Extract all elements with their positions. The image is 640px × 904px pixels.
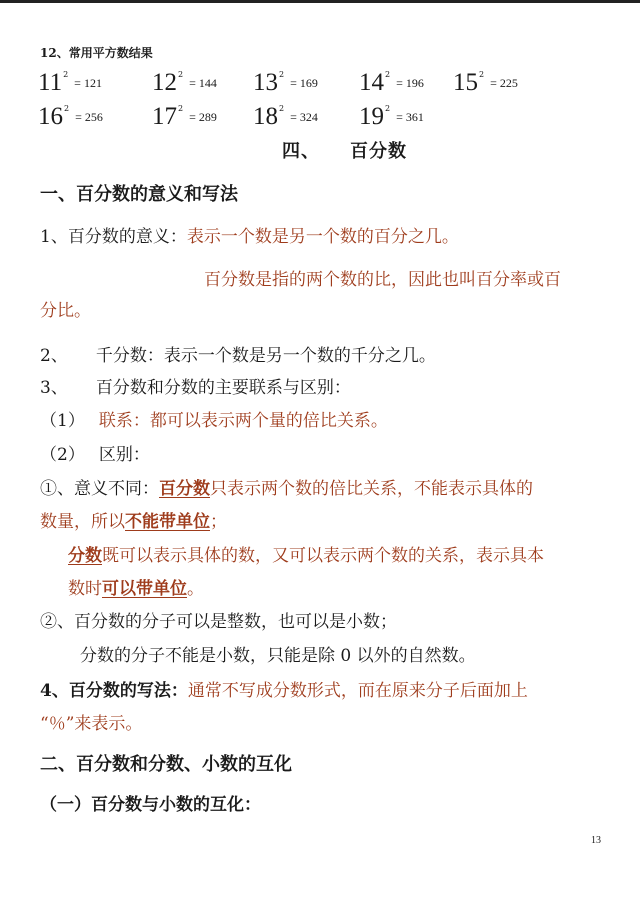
square-entry [152, 104, 217, 130]
paragraph-1 [40, 222, 459, 247]
d1-line2-suffix: ； [210, 512, 227, 532]
chapter-title: 百分数 [350, 141, 407, 162]
sub2-number: （2） [40, 445, 85, 465]
square-base: 11 [38, 69, 63, 96]
fraction-rest: 既可以表示具体的数，又可以表示两个数的关系，表示具本 [102, 546, 544, 566]
square-exponent: 2 [63, 70, 69, 79]
d1-line2-underlined: 不能带单位 [125, 512, 210, 532]
section2-heading: 二、百分数和分数、小数的互化 [40, 754, 292, 775]
paragraph-2 [40, 341, 436, 366]
p2-label: 2、 [40, 346, 68, 366]
fraction-line2-underlined: 可以带单位 [102, 579, 187, 599]
square-base: 14 [359, 69, 384, 96]
square-base: 16 [38, 103, 63, 130]
p1-continuation-line1: 百分数是指的两个数的比，因此也叫百分率或百 [204, 270, 561, 290]
difference-1-line2 [40, 507, 227, 532]
square-base: 12 [152, 69, 177, 96]
p2-text: 千分数：表示一个数是另一个数的千分之几。 [95, 346, 436, 366]
square-exponent: 2 [178, 70, 184, 79]
square-entry [359, 104, 424, 130]
difference-2-line1: ②、百分数的分子可以是整数，也可以是小数； [40, 612, 397, 632]
sub2-text: 区别： [98, 445, 150, 465]
square-exponent: 2 [64, 104, 70, 113]
fraction-underlined-term: 分数 [68, 546, 102, 566]
difference-1-line1 [40, 474, 533, 499]
p1-continuation-line2: 分比。 [40, 301, 91, 321]
square-entry [38, 104, 103, 130]
square-base: 13 [253, 69, 278, 96]
square-entry [453, 70, 518, 96]
p1-label: 1、百分数的意义： [40, 227, 187, 247]
square-entry [253, 104, 318, 130]
squares-title: 12、常用平方数结果 [40, 46, 153, 60]
fraction-line1 [68, 541, 544, 566]
sub-point-1 [40, 406, 388, 431]
square-result: = 121 [74, 76, 102, 90]
p1-definition: 表示一个数是另一个数的百分之几。 [186, 227, 459, 247]
square-exponent: 2 [385, 70, 391, 79]
square-entry [152, 70, 217, 96]
section2-subheading: （一）百分数与小数的互化： [40, 795, 261, 815]
section1-heading: 一、百分数的意义和写法 [40, 184, 238, 205]
square-result: = 361 [396, 110, 424, 124]
p3-text: 百分数和分数的主要联系与区别： [95, 378, 351, 398]
square-entry [359, 70, 424, 96]
square-result: = 144 [189, 76, 217, 90]
square-exponent: 2 [279, 70, 285, 79]
square-result: = 196 [396, 76, 424, 90]
square-exponent: 2 [479, 70, 485, 79]
chapter-number: 四、 [282, 141, 320, 162]
sub-point-2 [40, 440, 150, 465]
square-exponent: 2 [385, 104, 391, 113]
d1-underlined-term: 百分数 [159, 479, 210, 499]
chapter-heading [282, 137, 407, 163]
square-result: = 256 [75, 110, 103, 124]
square-result: = 225 [490, 76, 518, 90]
square-result: = 289 [189, 110, 217, 124]
square-base: 17 [152, 103, 177, 130]
sub1-text: 联系：都可以表示两个量的倍比关系。 [98, 411, 388, 431]
paragraph-3 [40, 373, 351, 398]
square-entry [253, 70, 318, 96]
square-result: = 324 [290, 110, 318, 124]
d1-label: ①、意义不同： [40, 479, 159, 499]
p4-line2: “％”来表示。 [40, 714, 143, 734]
top-border [0, 0, 640, 3]
square-exponent: 2 [178, 104, 184, 113]
p4-label: 4、百分数的写法： [40, 681, 188, 701]
square-base: 18 [253, 103, 278, 130]
fraction-line2-prefix: 数时 [68, 579, 102, 599]
p3-label: 3、 [40, 378, 68, 398]
paragraph-4 [40, 676, 528, 701]
difference-2-line2: 分数的分子不能是小数，只能是除 0 以外的自然数。 [80, 646, 476, 666]
page-number: 13 [591, 835, 601, 846]
sub1-number: （1） [40, 411, 85, 431]
square-entry [38, 70, 102, 96]
d1-line2-prefix: 数量，所以 [40, 512, 125, 532]
square-exponent: 2 [279, 104, 285, 113]
p4-text: 通常不写成分数形式，而在原来分子后面加上 [187, 681, 528, 701]
square-base: 15 [453, 69, 478, 96]
d1-rest: 只表示两个数的倍比关系，不能表示具体的 [210, 479, 533, 499]
square-base: 19 [359, 103, 384, 130]
square-result: = 169 [290, 76, 318, 90]
fraction-line2-suffix: 。 [187, 579, 204, 599]
fraction-line2 [68, 574, 204, 599]
